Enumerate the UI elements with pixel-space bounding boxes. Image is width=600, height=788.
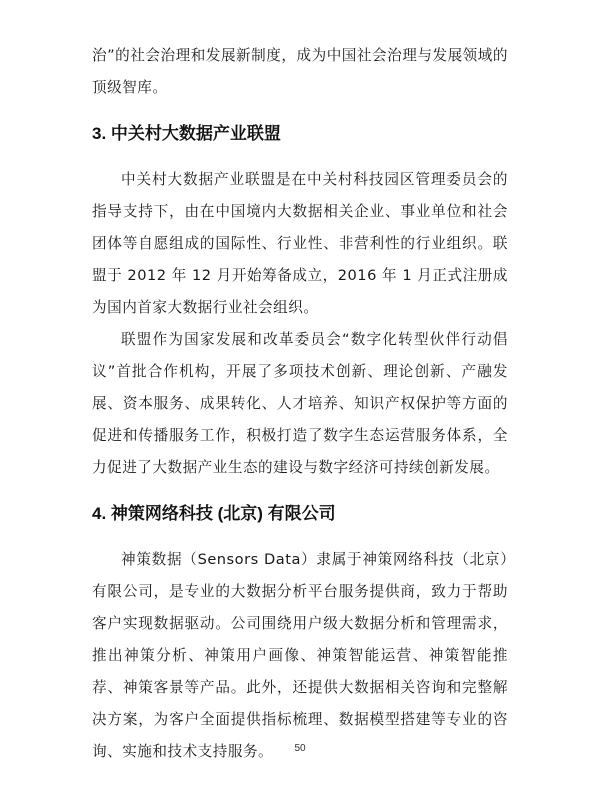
section-heading-zgc-alliance: 3. 中关村大数据产业联盟 xyxy=(92,124,281,143)
section-paragraph: 中关村大数据产业联盟是在中关村科技园区管理委员会的指导支持下，由在中国境内大数据相关企业、事业单位和社会团体等自愿组成的国际性、行业性、非营利性的行业组织。联盟于 2012 年 12 月开始筹备成立，2016 年 1 月正式注册成为国内首家大数据行业社会组织。 xyxy=(92,171,508,316)
section-paragraph: 神策数据（Sensors Data）隶属于神策网络科技（北京）有限公司，是专业的大数据分析平台服务提供商，致力于帮助客户实现数据驱动。公司围绕用户级大数据分析和管理需求，推出神策分析、神策用户画像、神策智能运营、神策智能推荐、神策客景等产品。此外，还提供大数据相关咨询和完整解决方案，为客户全面提供指标梳理、数据模型搭建等专业的咨询、实施和技术支持服务。 xyxy=(92,551,508,760)
page-number: 50 xyxy=(294,743,306,754)
page-content xyxy=(92,40,508,768)
section-paragraph: 联盟作为国家发展和改革委员会“数字化转型伙伴行动倡议”首批合作机构，开展了多项技术创新、理论创新、产融发展、资本服务、成果转化、人才培养、知识产权保护等方面的促进和传播服务工作，积极打造了数字生态运营服务体系，全力促进了大数据产业生态的建设与数字经济可持续创新发展。 xyxy=(92,331,508,476)
intro-paragraph: 治”的社会治理和发展新制度，成为中国社会治理与发展领域的顶级智库。 xyxy=(92,47,508,96)
section-heading-sensors-data: 4. 神策网络科技 (北京) 有限公司 xyxy=(92,504,336,523)
